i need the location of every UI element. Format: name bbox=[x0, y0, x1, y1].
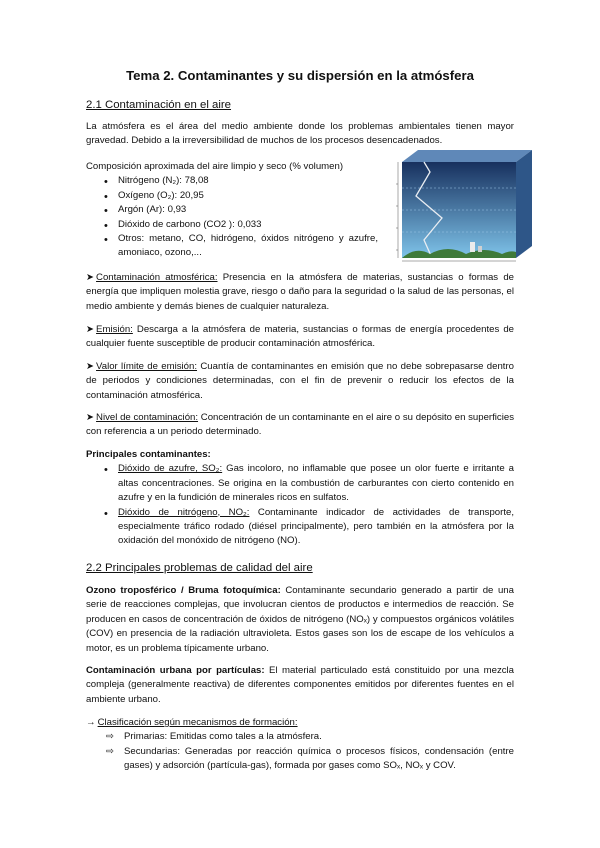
classification-block bbox=[86, 716, 514, 774]
section-heading-2-1: 2.1 Contaminación en el aire bbox=[86, 99, 232, 111]
definition-term: Contaminación atmosférica: bbox=[96, 272, 218, 283]
classification-title: → Clasificación según mecanismos de formación: bbox=[86, 717, 298, 728]
arrow-icon: ➤ bbox=[86, 412, 95, 423]
arrow-icon: ➤ bbox=[86, 324, 95, 335]
classification-item: ⇨ Secundarias: Generadas por reacción química o procesos físicos, condensación (entre gases) y adsorción (partícula-gas), formada por gases como SOₓ, NOₓ y COV. bbox=[86, 745, 514, 774]
ozone-paragraph bbox=[86, 584, 514, 656]
definition-text: Concentración de un contaminante en el aire o su depósito en superficies con referencia a un periodo determinado. bbox=[86, 412, 514, 438]
definition-term: Nivel de contaminación: bbox=[96, 412, 199, 423]
classification-item: ⇨ Primarias: Emitidas como tales a la atmósfera. bbox=[86, 730, 514, 744]
definition-paragraph bbox=[86, 323, 514, 352]
definition-text: Descarga a la atmósfera de materia, sustancias o formas de energía procedentes de cualquier fuente susceptible de producir contaminación atmosférica. bbox=[86, 324, 514, 350]
arrow-right-icon: → bbox=[86, 717, 96, 728]
atmosphere-layers-figure bbox=[372, 148, 532, 266]
arrow-icon: ➤ bbox=[86, 272, 95, 283]
pollutant-text: Gas incoloro, no inflamable que posee un olor fuerte e irritante a altas concentraciones. Se origina en la combustión de carburantes con cierto contenido en azufre y en la fundición de minerales ricos en sulfatos. bbox=[118, 463, 514, 504]
composition-item: • Dióxido de carbono (CO2 ): 0,033 bbox=[86, 218, 378, 232]
particles-text: El material particulado está constituido por una mezcla compleja (generalmente reactiva) de diferentes componentes emitidos por diferentes fuentes en el ambiente urbano. bbox=[86, 665, 515, 705]
composition-item: • Nitrógeno (N₂): 78,08 bbox=[86, 174, 378, 188]
principal-title: Principales contaminantes: bbox=[86, 449, 211, 460]
pollutant-item bbox=[86, 506, 514, 549]
principal-pollutants-block bbox=[86, 448, 514, 549]
pollutant-term: Dióxido de nitrógeno, NO₂: bbox=[118, 506, 250, 518]
pollutant-item bbox=[86, 462, 514, 505]
composition-block bbox=[86, 160, 386, 261]
composition-item: • Oxígeno (O₂): 20,95 bbox=[86, 189, 378, 203]
pollutant-term: Dióxido de azufre, SO₂: bbox=[118, 463, 223, 475]
ozone-term: Ozono troposférico / Bruma fotoquímica: bbox=[86, 585, 281, 596]
composition-title: Composición aproximada del aire limpio y seco (% volumen) bbox=[86, 161, 344, 172]
composition-item: • Argón (Ar): 0,93 bbox=[86, 203, 378, 217]
section-heading-2-2: 2.2 Principales problemas de calidad del aire bbox=[86, 562, 313, 574]
particles-paragraph bbox=[86, 664, 514, 707]
definition-paragraph bbox=[86, 360, 514, 403]
definition-term: Valor límite de emisión: bbox=[96, 361, 198, 372]
definition-paragraph bbox=[86, 271, 514, 314]
definition-term: Emisión: bbox=[96, 324, 133, 335]
definition-text: Presencia en la atmósfera de materias, sustancias o formas de energía que impliquen molestia grave, riesgo o daño para la seguridad o la salud de las personas, el medio ambiente y demás bienes de cualquier naturaleza. bbox=[86, 272, 514, 312]
particles-term: Contaminación urbana por partículas: bbox=[86, 665, 265, 676]
composition-item: • Otros: metano, CO, hidrógeno, óxidos nitrógeno y azufre, amoniaco, ozono,... bbox=[86, 232, 378, 261]
definition-paragraph bbox=[86, 411, 514, 440]
arrow-icon: ➤ bbox=[86, 361, 95, 372]
pollutant-text: Contaminante indicador de actividades de transporte, especialmente tráfico rodado (diésel principalmente), pero también en la atmósfera por la oxidación del monóxido de nitrógeno (NO). bbox=[118, 506, 514, 547]
document-title: Tema 2. Contaminantes y su dispersión en la atmósfera bbox=[126, 68, 474, 83]
definition-text: Cuantía de contaminantes en emisión que no debe sobrepasarse dentro de periodos y condiciones determinadas, con el fin de prevenir o reducir los efectos de la contaminación atmosférica. bbox=[86, 361, 514, 401]
intro-paragraph: La atmósfera es el área del medio ambiente donde los problemas ambientales tienen mayor gravedad. Debido a la irreversibilidad de muchos de los procesos desencadenados. bbox=[86, 121, 514, 147]
ozone-text: Contaminante secundario generado a partir de una serie de reacciones complejas, que involucran cientos de productos e intermedios de reacción. Se producen en casos de concentración de óxidos de nitrógeno (NOₓ) y compuestos orgánicos volátiles (COV) en presencia de la radiación ultravioleta. Estos gases son los de escape de los vehículos a motor, es un problema típicamente urbano. bbox=[86, 585, 514, 654]
